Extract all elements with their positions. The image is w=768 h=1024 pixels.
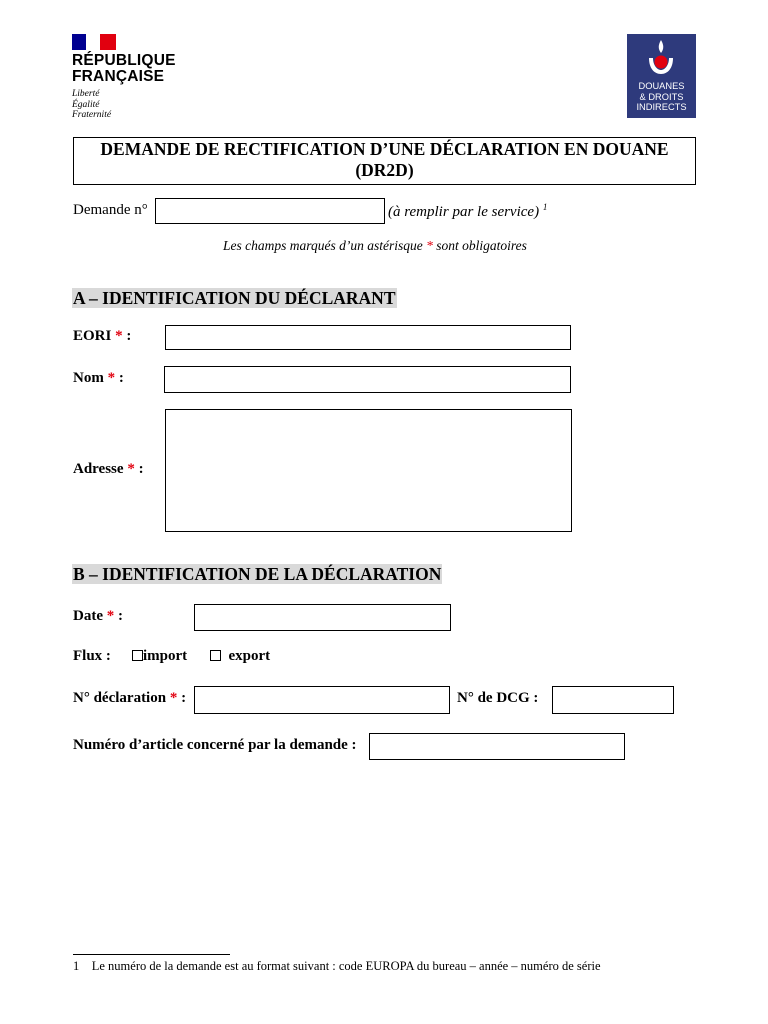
article-number-field[interactable] xyxy=(369,733,625,760)
flux-label: Flux : xyxy=(73,648,111,664)
import-checkbox[interactable] xyxy=(132,650,143,661)
request-number-note: (à remplir par le service) $^1$ xyxy=(388,202,548,220)
motto-liberte: Liberté xyxy=(72,89,100,99)
motto-egalite: Égalité xyxy=(72,99,100,110)
mandatory-fields-note: Les champs marqués d’un astérisque * sont obligatoires xyxy=(223,238,527,253)
footnote-number: 1 xyxy=(73,959,80,973)
form-title xyxy=(73,137,696,185)
request-number-field[interactable] xyxy=(155,198,385,224)
dcg-number-field[interactable] xyxy=(552,686,674,714)
dcg-number-label: N° de DCG : xyxy=(457,690,539,706)
francaise-text: FRANÇAISE xyxy=(72,68,165,85)
footnote-text: Le numéro de la demande est au format suivant : code EUROPA du bureau – année – numéro de série xyxy=(91,959,601,973)
title-line-2: (DR2D) xyxy=(355,160,414,180)
dgddi-line-3: INDIRECTS xyxy=(636,102,687,112)
dgddi-line-1: DOUANES xyxy=(638,81,685,91)
asterisk: * xyxy=(426,238,433,253)
date-field[interactable] xyxy=(194,604,451,631)
adresse-field[interactable] xyxy=(165,409,572,532)
date-label: Date * : xyxy=(73,608,123,624)
footnote xyxy=(73,959,601,974)
republique-text: RÉPUBLIQUE xyxy=(72,52,176,69)
section-a-title: A – IDENTIFICATION DU DÉCLARANT xyxy=(73,288,396,308)
nom-field[interactable] xyxy=(164,366,571,393)
request-number-label: Demande n° xyxy=(73,202,148,218)
export-checkbox[interactable] xyxy=(210,650,221,661)
article-number-label: Numéro d’article concerné par la demande : xyxy=(73,737,357,753)
marianne-flag-icon xyxy=(72,34,116,50)
nom-label: Nom * : xyxy=(73,370,124,386)
flame-emblem-icon xyxy=(645,38,677,78)
section-b-title: B – IDENTIFICATION DE LA DÉCLARATION xyxy=(73,564,442,584)
dgddi-line-2: & DROITS xyxy=(639,91,684,102)
footnote-divider xyxy=(73,954,230,955)
flux-export-option[interactable] xyxy=(210,648,270,665)
motto-fraternite: Fraternité xyxy=(72,110,112,120)
flux-import-option[interactable] xyxy=(132,648,187,665)
export-label: export xyxy=(228,648,271,664)
eori-label: EORI * : xyxy=(73,328,132,344)
footnote-reference: 1 xyxy=(542,202,548,212)
republique-francaise-logo xyxy=(72,33,174,121)
declaration-number-label: N° déclaration * : xyxy=(73,690,187,706)
declaration-number-field[interactable] xyxy=(194,686,450,714)
adresse-label: Adresse * : xyxy=(73,461,144,477)
import-label: import xyxy=(143,648,188,664)
title-line-1: DEMANDE DE RECTIFICATION D’UNE DÉCLARATION EN DOUANE xyxy=(100,139,669,159)
douanes-logo xyxy=(627,34,696,118)
eori-field[interactable] xyxy=(165,325,571,350)
